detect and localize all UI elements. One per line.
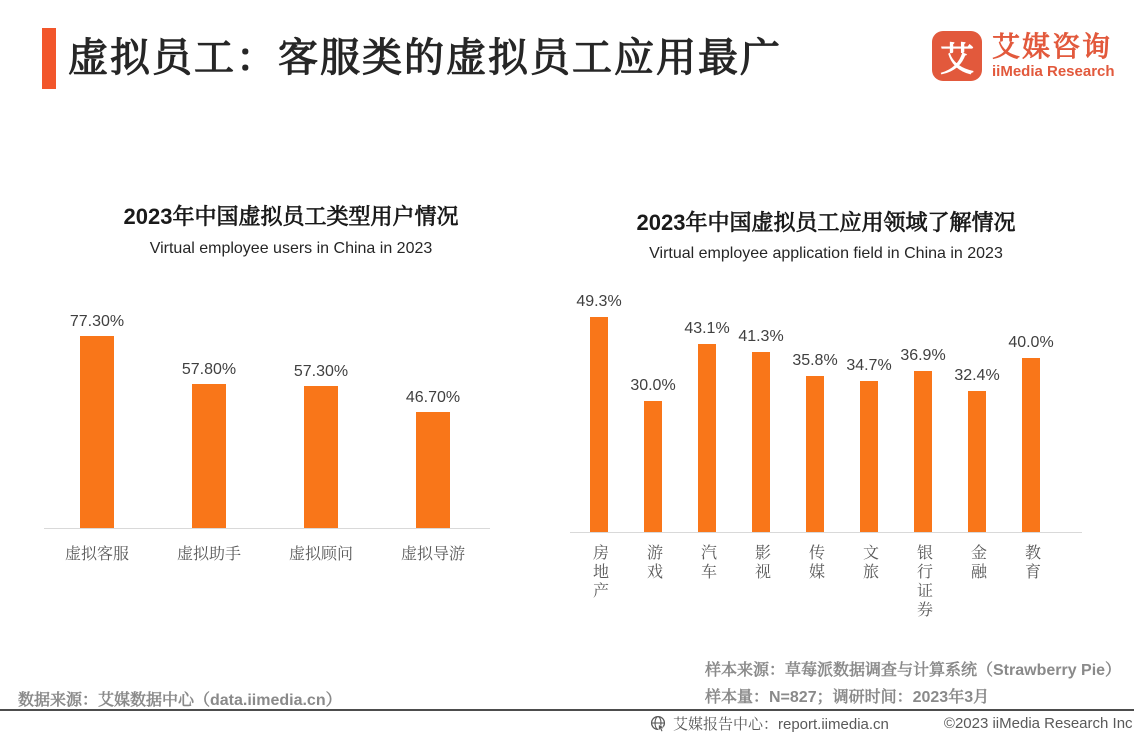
logo-glyph: 艾 bbox=[940, 40, 974, 79]
bar-value-label: 41.3% bbox=[738, 327, 784, 345]
bar bbox=[968, 391, 986, 532]
right-chart-category-axis bbox=[572, 544, 1058, 620]
page-title: 虚拟员工：客服类的虚拟员工应用最广 bbox=[68, 36, 782, 80]
bar-group bbox=[41, 312, 153, 528]
copyright-text: ©2023 iiMedia Research Inc bbox=[943, 715, 1133, 732]
bar-value-label: 49.3% bbox=[576, 293, 622, 311]
bar-group bbox=[788, 292, 842, 532]
bar bbox=[698, 344, 716, 532]
category-label: 房地产 bbox=[590, 544, 608, 601]
bar bbox=[644, 401, 662, 532]
category-label: 教育 bbox=[1022, 544, 1040, 582]
category-label: 文旅 bbox=[860, 544, 878, 582]
left-chart-category-axis bbox=[41, 541, 489, 564]
bar-group bbox=[1004, 292, 1058, 532]
footer bbox=[650, 713, 1133, 734]
right-chart-title: 2023年中国虚拟员工应用领域了解情况 bbox=[636, 210, 1016, 235]
left-chart-subtitle: Virtual employee users in China in 2023 bbox=[149, 240, 433, 257]
category-label: 银行证券 bbox=[914, 544, 932, 620]
bar-value-label: 77.30% bbox=[69, 313, 125, 330]
sample-size-note: 样本量：N=827；调研时间：2023年3月 bbox=[705, 689, 990, 706]
bar bbox=[416, 412, 450, 528]
bar-group bbox=[896, 292, 950, 532]
left-bar-chart bbox=[41, 312, 489, 528]
bar-value-label: 57.80% bbox=[181, 361, 237, 379]
bar bbox=[752, 352, 770, 532]
bar-group bbox=[153, 312, 265, 528]
bar-value-label: 35.8% bbox=[792, 351, 838, 369]
bar-value-label: 57.30% bbox=[293, 362, 349, 380]
category-label: 传媒 bbox=[806, 544, 824, 582]
data-source-note: 数据来源：艾媒数据中心（data.iimedia.cn） bbox=[18, 692, 342, 709]
category-label: 金融 bbox=[968, 544, 986, 582]
sample-notes bbox=[705, 657, 1121, 711]
category-label: 影视 bbox=[752, 544, 770, 582]
category-label: 虚拟导游 bbox=[400, 546, 465, 563]
brand-logo bbox=[932, 31, 1115, 81]
bar-group bbox=[680, 292, 734, 532]
bar-value-label: 40.0% bbox=[1008, 333, 1054, 351]
sample-source-note: 样本来源：草莓派数据调查与计算系统（Strawberry Pie） bbox=[705, 662, 1122, 679]
report-center-text: 艾媒报告中心：report.iimedia.cn bbox=[673, 716, 889, 733]
bar bbox=[304, 386, 338, 528]
title-accent-bar bbox=[42, 28, 56, 89]
right-chart-baseline bbox=[570, 532, 1082, 533]
bar bbox=[806, 376, 824, 532]
bar-group bbox=[572, 292, 626, 532]
category-label: 虚拟客服 bbox=[64, 546, 129, 563]
left-chart-baseline bbox=[44, 528, 490, 529]
bar bbox=[914, 371, 932, 532]
bar-value-label: 46.70% bbox=[405, 389, 461, 406]
bar bbox=[1022, 358, 1040, 532]
brand-logo-text bbox=[992, 31, 1115, 80]
brand-name-cn: 艾媒咨询 bbox=[992, 31, 1113, 62]
left-chart-title: 2023年中国虚拟员工类型用户情况 bbox=[123, 204, 459, 229]
bar-group bbox=[377, 312, 489, 528]
bar-value-label: 30.0% bbox=[630, 377, 676, 395]
footer-divider bbox=[0, 709, 1134, 711]
bar bbox=[80, 336, 114, 528]
iimedia-logo-icon bbox=[932, 31, 982, 81]
bar bbox=[590, 317, 608, 532]
right-chart-subtitle: Virtual employee application field in China in 2023 bbox=[649, 245, 1003, 262]
brand-name-en: iiMedia Research bbox=[992, 63, 1115, 80]
bar-value-label: 32.4% bbox=[954, 366, 1000, 384]
bar-value-label: 43.1% bbox=[684, 320, 730, 338]
category-label: 虚拟顾问 bbox=[288, 546, 353, 563]
bar-group bbox=[842, 292, 896, 532]
category-label: 汽车 bbox=[698, 544, 716, 582]
bar-value-label: 34.7% bbox=[846, 356, 892, 374]
category-label: 虚拟助手 bbox=[176, 546, 241, 563]
bar-group bbox=[734, 292, 788, 532]
globe-cursor-icon bbox=[650, 715, 667, 732]
category-label: 游戏 bbox=[644, 544, 662, 582]
bar bbox=[192, 384, 226, 528]
bar-value-label: 36.9% bbox=[900, 347, 946, 365]
bar-group bbox=[626, 292, 680, 532]
bar bbox=[860, 381, 878, 532]
bar-group bbox=[265, 312, 377, 528]
bar-group bbox=[950, 292, 1004, 532]
right-bar-chart bbox=[572, 292, 1058, 532]
